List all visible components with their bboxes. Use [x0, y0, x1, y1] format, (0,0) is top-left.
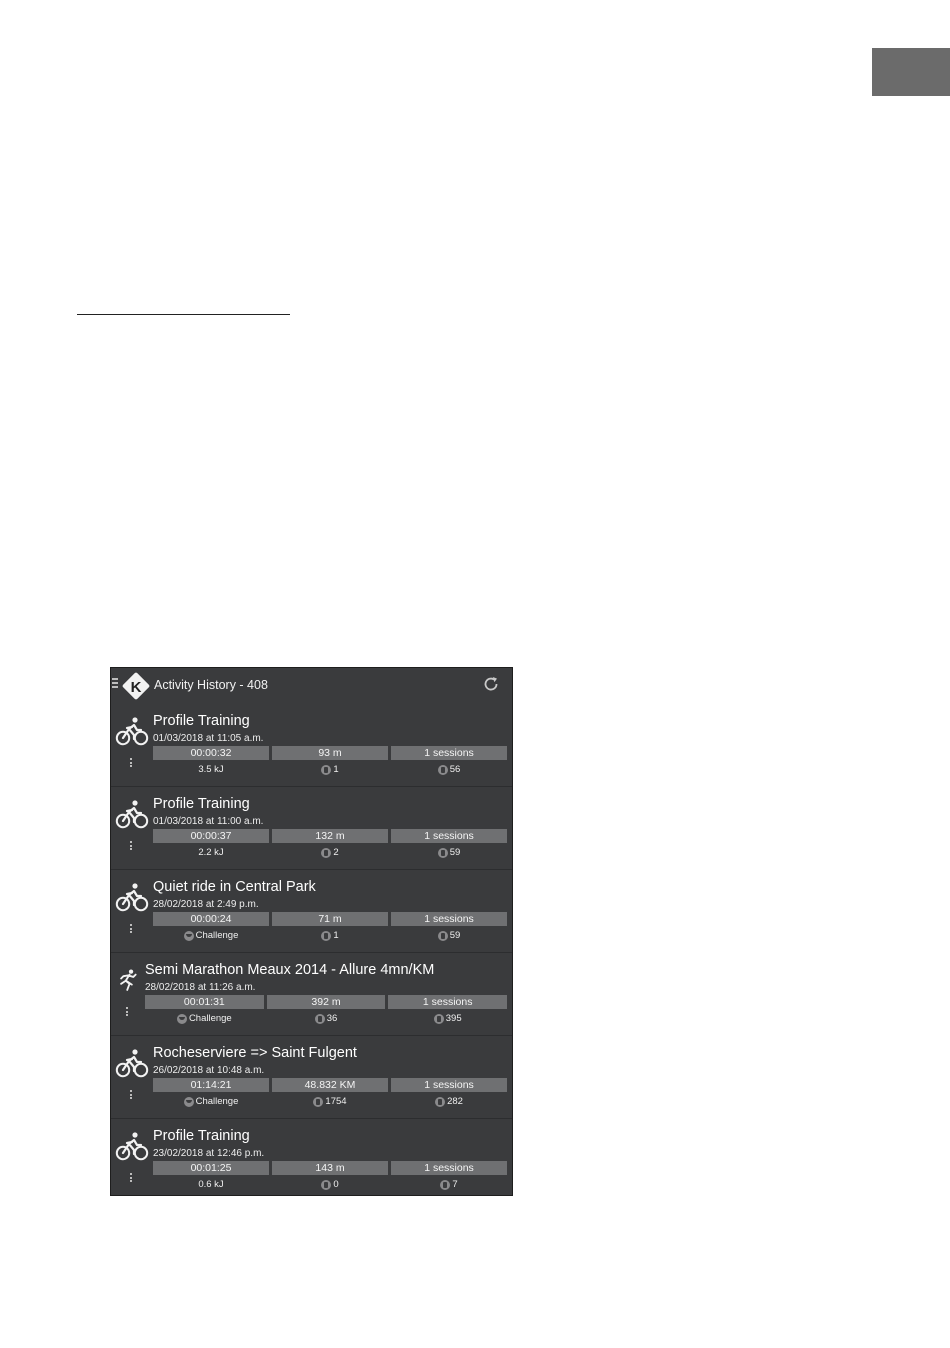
- activity-title: Profile Training: [153, 796, 250, 812]
- more-vert-icon[interactable]: [130, 1090, 133, 1100]
- sessions-value: 1 sessions: [388, 995, 507, 1009]
- energy-value: 0.6 kJ: [198, 1179, 224, 1190]
- other-points-cell: [388, 1012, 507, 1025]
- flame-coin-icon: [438, 931, 448, 941]
- activity-stats-row: [145, 995, 507, 1009]
- activity-item-5[interactable]: [111, 1036, 512, 1119]
- other-points-value: 59: [449, 930, 461, 941]
- energy-cell: [153, 763, 269, 776]
- activity-title: Profile Training: [153, 713, 250, 729]
- k-coin-icon: [321, 848, 331, 858]
- activity-date: 23/02/2018 at 12:46 p.m.: [153, 1148, 265, 1159]
- activity-sub-row: [153, 763, 507, 776]
- activity-item-4[interactable]: [111, 953, 512, 1036]
- energy-value: Challenge: [195, 930, 239, 941]
- more-vert-icon[interactable]: [130, 1173, 133, 1183]
- activity-item-6[interactable]: [111, 1119, 512, 1196]
- menu-icon[interactable]: [112, 678, 118, 689]
- activity-stats-row: [153, 912, 507, 926]
- activity-item-3[interactable]: [111, 870, 512, 953]
- activity-stats-row: [153, 1078, 507, 1092]
- k-points-cell: [272, 1178, 388, 1191]
- activity-title: Profile Training: [153, 1128, 250, 1144]
- k-points-cell: [272, 1095, 388, 1108]
- other-points-value: 7: [452, 1179, 458, 1190]
- activity-date: 01/03/2018 at 11:05 a.m.: [153, 733, 264, 744]
- svg-text:K: K: [130, 679, 142, 696]
- activity-sub-row: [153, 1095, 507, 1108]
- trophy-icon: [177, 1014, 187, 1024]
- distance-value: 132 m: [272, 829, 388, 843]
- k-points-cell: [267, 1012, 386, 1025]
- more-vert-icon[interactable]: [126, 1007, 129, 1017]
- energy-cell: [153, 1095, 269, 1108]
- sessions-value: 1 sessions: [391, 746, 507, 760]
- other-points-value: 395: [445, 1013, 462, 1024]
- activity-sub-row: [145, 1012, 507, 1025]
- other-points-value: 56: [449, 764, 461, 775]
- trophy-icon: [184, 1097, 194, 1107]
- activity-date: 26/02/2018 at 10:48 a.m.: [153, 1065, 265, 1076]
- k-logo: [121, 671, 151, 701]
- document-rule-line: [77, 314, 290, 315]
- activity-item-2[interactable]: [111, 787, 512, 870]
- sessions-value: 1 sessions: [391, 1078, 507, 1092]
- k-coin-icon: [321, 931, 331, 941]
- k-points-value: 0: [333, 1179, 339, 1190]
- activity-sub-row: [153, 929, 507, 942]
- energy-cell: [153, 1178, 269, 1191]
- sessions-value: 1 sessions: [391, 912, 507, 926]
- other-points-value: 282: [447, 1096, 463, 1107]
- app-title: Activity History - 408: [154, 678, 268, 692]
- duration-value: 00:00:24: [153, 912, 269, 926]
- sessions-value: 1 sessions: [391, 1161, 507, 1175]
- cyclist-icon: [115, 882, 149, 912]
- k-coin-icon: [321, 1180, 331, 1190]
- activity-title: Semi Marathon Meaux 2014 - Allure 4mn/KM: [145, 962, 435, 978]
- cyclist-icon: [115, 716, 149, 746]
- other-points-cell: [391, 763, 507, 776]
- activity-date: 01/03/2018 at 11:00 a.m.: [153, 816, 264, 827]
- energy-value: 3.5 kJ: [198, 764, 224, 775]
- duration-value: 00:01:31: [145, 995, 264, 1009]
- distance-value: 392 m: [267, 995, 386, 1009]
- distance-value: 93 m: [272, 746, 388, 760]
- other-points-value: 59: [449, 847, 461, 858]
- energy-cell: [153, 929, 269, 942]
- k-points-value: 1: [333, 764, 339, 775]
- duration-value: 00:00:32: [153, 746, 269, 760]
- page-corner-tab: [872, 48, 950, 96]
- more-vert-icon[interactable]: [130, 758, 133, 768]
- cyclist-icon: [115, 1131, 149, 1161]
- activity-stats-row: [153, 1161, 507, 1175]
- activity-title: Rocheserviere => Saint Fulgent: [153, 1045, 357, 1061]
- activity-date: 28/02/2018 at 2:49 p.m.: [153, 899, 259, 910]
- sessions-value: 1 sessions: [391, 829, 507, 843]
- energy-value: Challenge: [188, 1013, 232, 1024]
- trophy-icon: [184, 931, 194, 941]
- distance-value: 71 m: [272, 912, 388, 926]
- other-points-cell: [391, 1095, 507, 1108]
- activity-date: 28/02/2018 at 11:26 a.m.: [145, 982, 256, 993]
- duration-value: 01:14:21: [153, 1078, 269, 1092]
- app-screenshot: [110, 667, 513, 1196]
- activity-sub-row: [153, 846, 507, 859]
- k-points-value: 1: [333, 930, 339, 941]
- flame-coin-icon: [438, 848, 448, 858]
- energy-cell: [145, 1012, 264, 1025]
- other-points-cell: [391, 929, 507, 942]
- energy-value: Challenge: [195, 1096, 239, 1107]
- k-points-value: 1754: [325, 1096, 347, 1107]
- refresh-icon[interactable]: [482, 675, 500, 693]
- activity-list: [111, 704, 512, 1196]
- other-points-cell: [391, 846, 507, 859]
- k-points-cell: [272, 763, 388, 776]
- flame-coin-icon: [440, 1180, 450, 1190]
- distance-value: 48.832 KM: [272, 1078, 388, 1092]
- k-coin-icon: [315, 1014, 325, 1024]
- distance-value: 143 m: [272, 1161, 388, 1175]
- flame-coin-icon: [435, 1097, 445, 1107]
- activity-title: Quiet ride in Central Park: [153, 879, 316, 895]
- activity-stats-row: [153, 746, 507, 760]
- other-points-cell: [391, 1178, 507, 1191]
- runner-icon: [115, 965, 141, 995]
- k-coin-icon: [321, 765, 331, 775]
- activity-stats-row: [153, 829, 507, 843]
- activity-item-1[interactable]: [111, 704, 512, 787]
- app-bar: [111, 668, 512, 704]
- k-coin-icon: [313, 1097, 323, 1107]
- k-points-cell: [272, 846, 388, 859]
- energy-cell: [153, 846, 269, 859]
- k-points-value: 2: [333, 847, 339, 858]
- energy-value: 2.2 kJ: [198, 847, 224, 858]
- cyclist-icon: [115, 799, 149, 829]
- cyclist-icon: [115, 1048, 149, 1078]
- more-vert-icon[interactable]: [130, 924, 133, 934]
- duration-value: 00:00:37: [153, 829, 269, 843]
- activity-sub-row: [153, 1178, 507, 1191]
- flame-coin-icon: [438, 765, 448, 775]
- more-vert-icon[interactable]: [130, 841, 133, 851]
- flame-coin-icon: [434, 1014, 444, 1024]
- k-points-cell: [272, 929, 388, 942]
- k-points-value: 36: [326, 1013, 338, 1024]
- duration-value: 00:01:25: [153, 1161, 269, 1175]
